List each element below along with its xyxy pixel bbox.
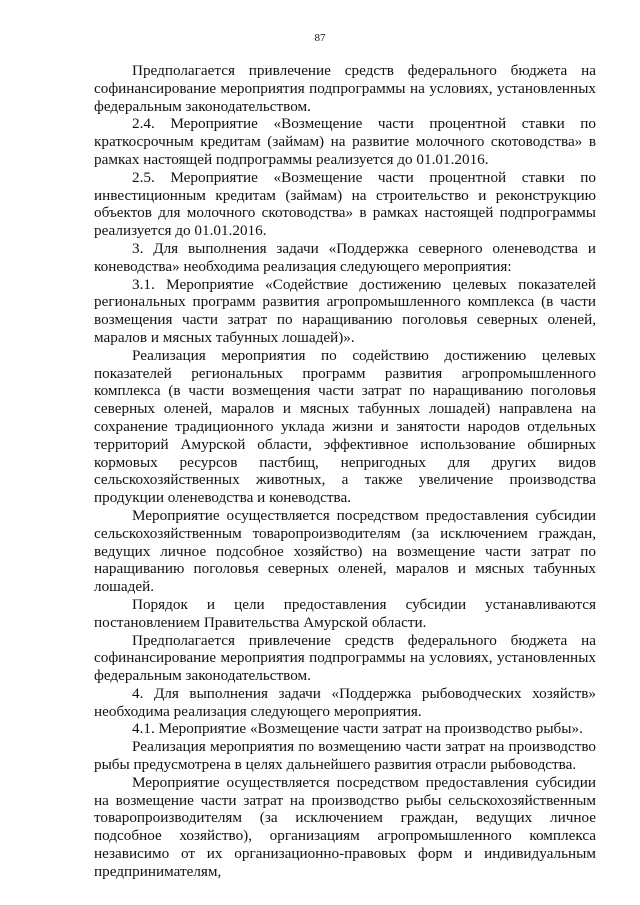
document-body <box>94 62 596 881</box>
paragraph-13: Мероприятие осуществляется посредством предоставления субсидии на возмещение части затрат на производство рыбы сельскохозяйственным товаропроизводителям (за исключением граждан, ведущих личное подсобное хозяйство), организациям агропромышленного комплекса независимо от их организационно-правовых форм и индивидуальным предпринимателям, <box>94 773 596 880</box>
paragraph-6: Реализация мероприятия по содействию достижению целевых показателей региональных программ развития агропромышленного комплекса (в части возмещения части затрат по наращиванию поголовья северных оленей, маралов и мясных табунных лошадей) направлена на сохранение традиционного уклада жизни и занятости народов отдельных территорий Амурской области, эффективное использование обширных кормовых ресурсов пастбищ, непригодных для других видов сельскохозяйственных животных, а также увеличение производства продукции оленеводства и коневодства. <box>94 346 596 507</box>
paragraph-5: 3.1. Мероприятие «Содействие достижению целевых показателей региональных программ развития агропромышленного комплекса (в части возмещения части затрат по наращиванию поголовья северных оленей, маралов и мясных табунных лошадей)». <box>94 275 596 346</box>
paragraph-9: Предполагается привлечение средств федерального бюджета на софинансирование мероприятия подпрограммы на условиях, установленных федеральным законодательством. <box>94 631 596 685</box>
paragraph-10: 4. Для выполнения задачи «Поддержка рыбоводческих хозяйств» необходима реализация следующего мероприятия. <box>94 684 596 720</box>
paragraph-3: 2.5. Мероприятие «Возмещение части процентной ставки по инвестиционным кредитам (займам) на строительство и реконструкцию объектов для молочного скотоводства» в рамках настоящей подпрограммы реализуется до 01.01.2016. <box>94 168 596 240</box>
paragraph-4: 3. Для выполнения задачи «Поддержка северного оленеводства и коневодства» необходима реализация следующего мероприятия: <box>94 239 596 275</box>
page-number: 87 <box>314 32 326 44</box>
paragraph-12: Реализация мероприятия по возмещению части затрат на производство рыбы предусмотрена в целях дальнейшего развития отрасли рыбоводства. <box>94 738 596 774</box>
paragraph-2: 2.4. Мероприятие «Возмещение части процентной ставки по краткосрочным кредитам (займам) на развитие молочного скотоводства» в рамках настоящей подпрограммы реализуется до 01.01.2016. <box>94 115 596 168</box>
paragraph-11: 4.1. Мероприятие «Возмещение части затрат на производство рыбы». <box>132 720 583 738</box>
paragraph-8: Порядок и цели предоставления субсидии устанавливаются постановлением Правительства Амурской области. <box>94 595 596 631</box>
paragraph-7: Мероприятие осуществляется посредством предоставления субсидии сельскохозяйственным товаропроизводителям (за исключением граждан, ведущих личное подсобное хозяйство) на возмещение части затрат по наращиванию поголовья северных оленей, маралов и мясных табунных лошадей. <box>94 506 596 596</box>
paragraph-1: Предполагается привлечение средств федерального бюджета на софинансирование мероприятия подпрограммы на условиях, установленных федеральным законодательством. <box>94 62 596 115</box>
